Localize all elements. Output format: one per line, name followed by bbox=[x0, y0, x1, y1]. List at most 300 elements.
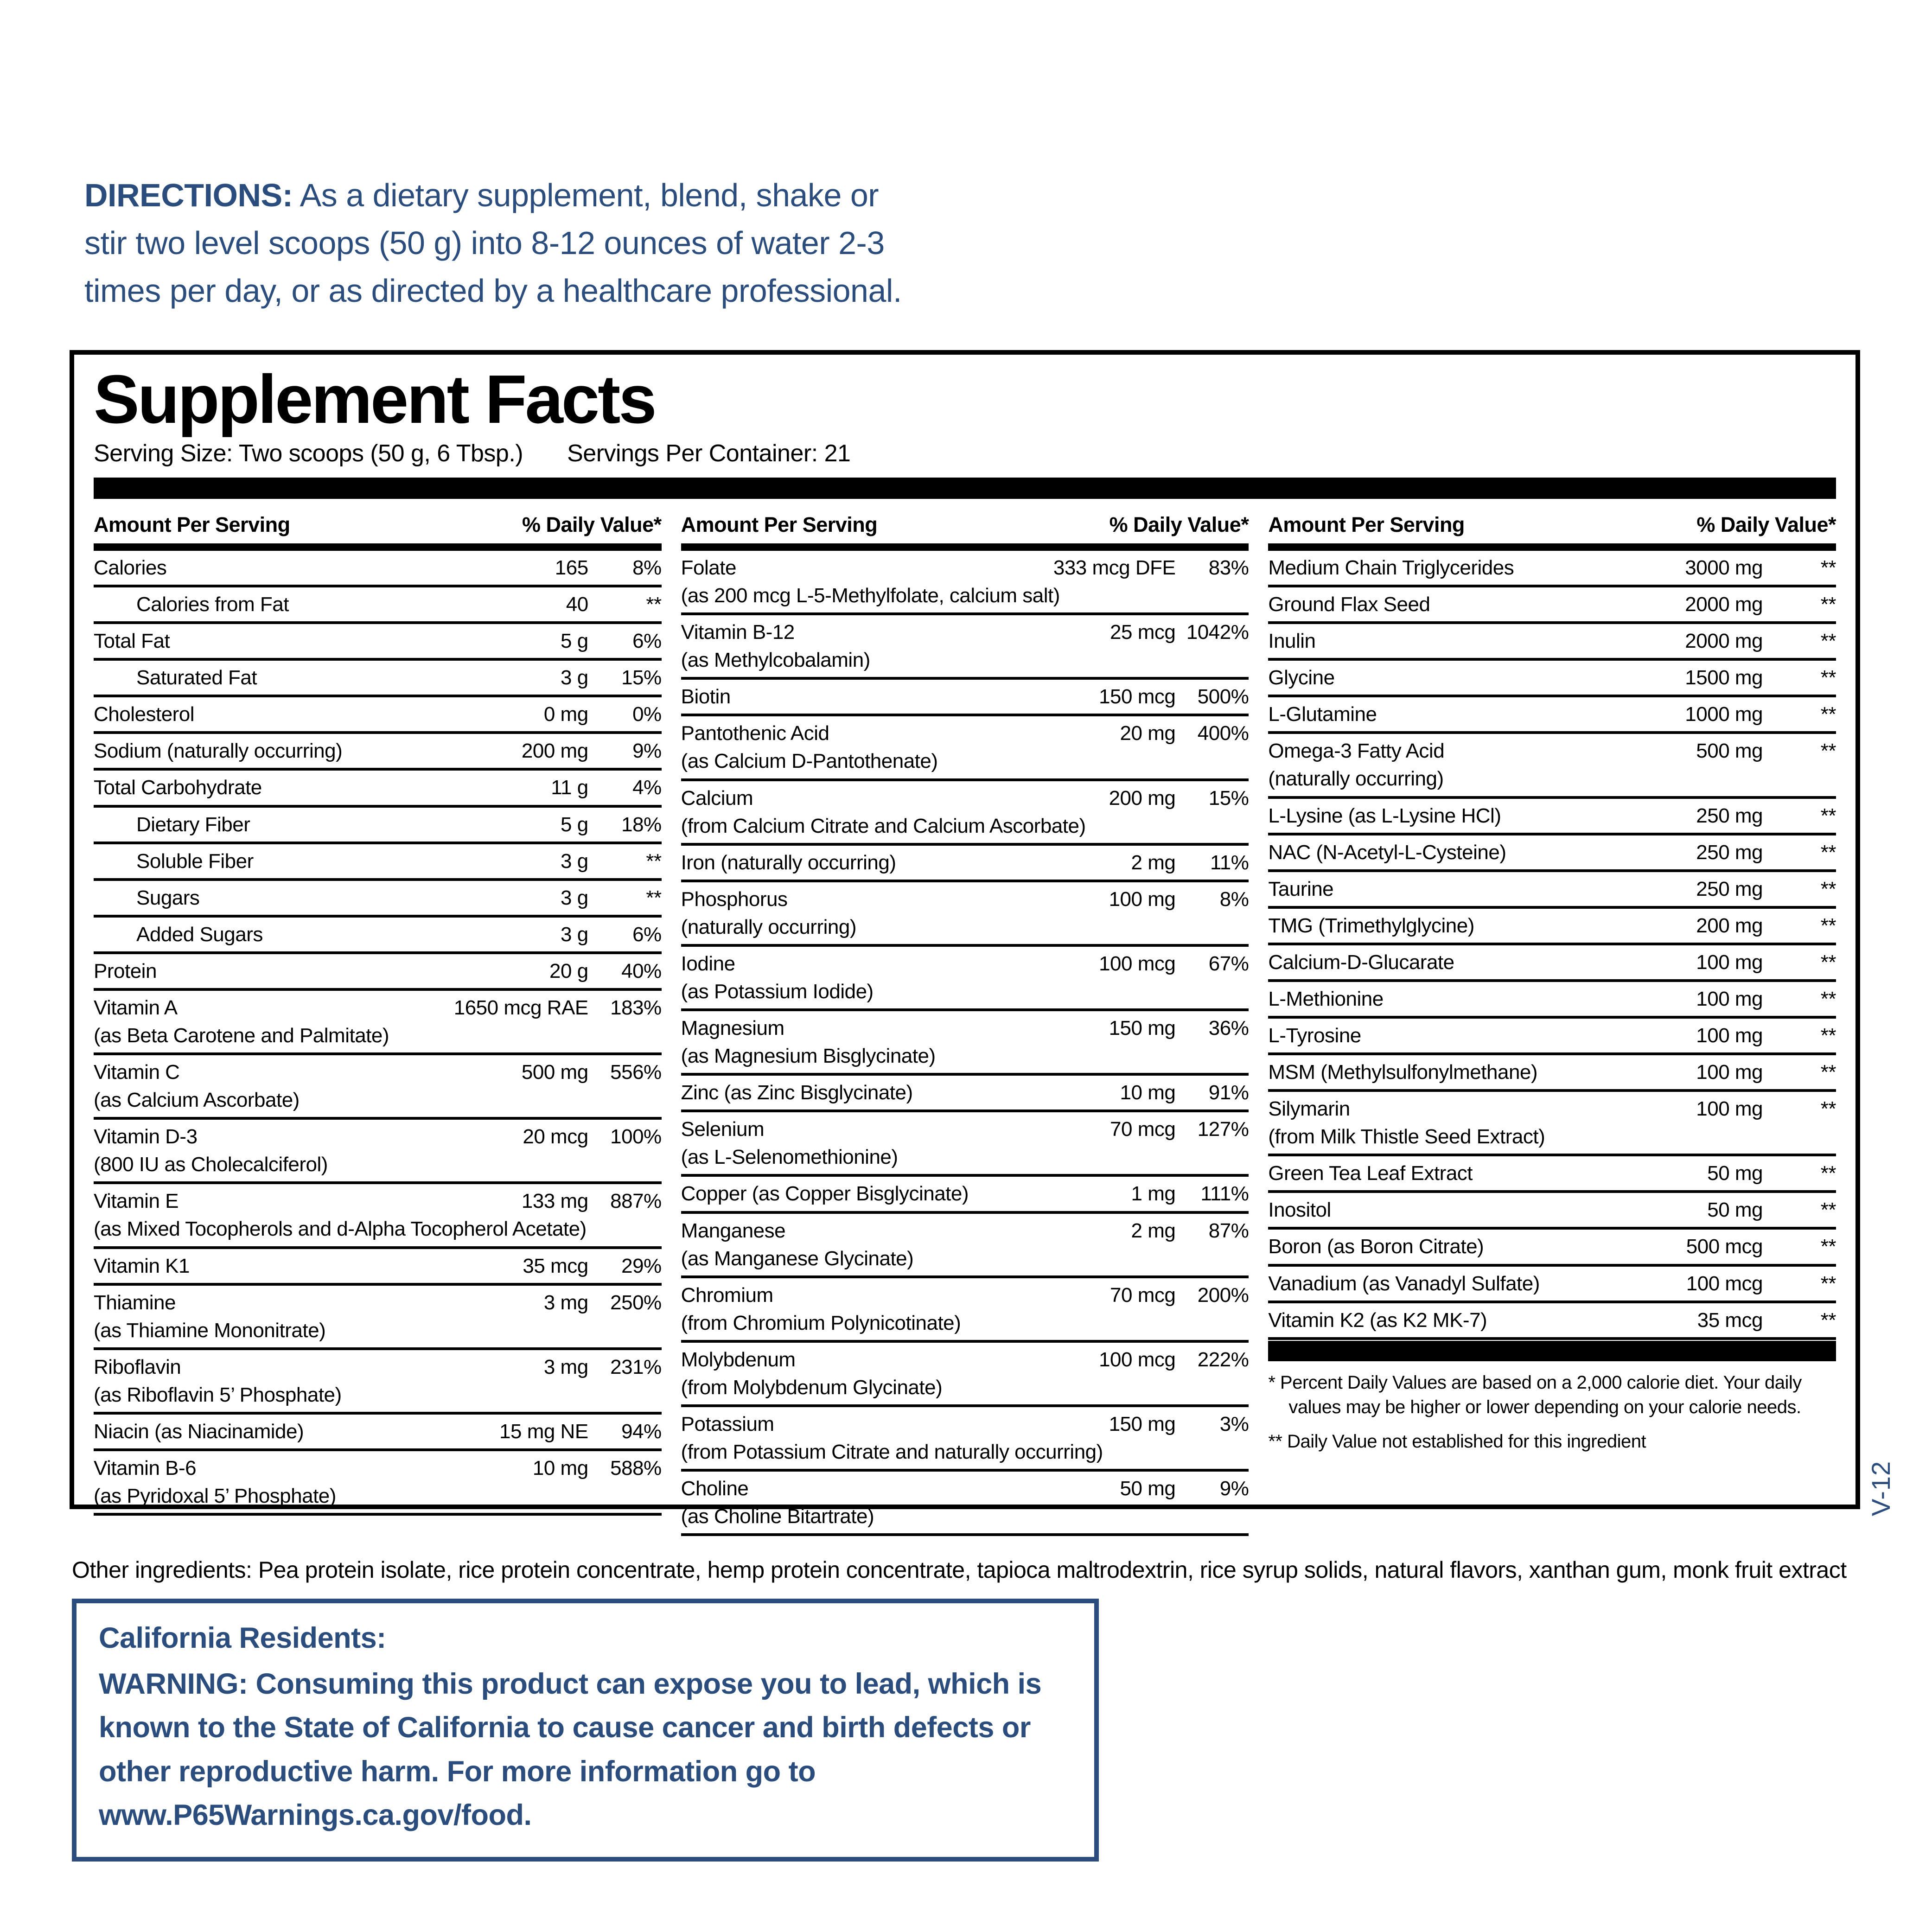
nutrient-name: Vanadium (as Vanadyl Sulfate) bbox=[1268, 1272, 1540, 1295]
nutrient-amount: 50 mg bbox=[1707, 1199, 1763, 1222]
nutrient-name: Niacin (as Niacinamide) bbox=[94, 1420, 304, 1443]
nutrient-name: Chromium bbox=[681, 1283, 773, 1307]
nutrient-daily-value: ** bbox=[1820, 1308, 1836, 1332]
nutrient-name: Taurine bbox=[1268, 877, 1334, 900]
nutrient-name: Folate bbox=[681, 556, 736, 579]
nutrient-daily-value: 15% bbox=[621, 666, 662, 689]
nutrient-name: Medium Chain Triglycerides bbox=[1268, 556, 1514, 579]
nutrient-amount: 500 mg bbox=[1696, 740, 1763, 763]
nutrient-name: Iron (naturally occurring) bbox=[681, 851, 896, 874]
nutrient-row bbox=[681, 1177, 1249, 1213]
nutrient-name: Vitamin B-6 bbox=[94, 1456, 197, 1479]
nutrient-row bbox=[681, 846, 1249, 882]
nutrient-amount: 250 mg bbox=[1696, 841, 1763, 864]
nutrient-row-main bbox=[1268, 1160, 1836, 1187]
nutrient-daily-value: ** bbox=[1820, 1162, 1836, 1185]
nutrient-row-main bbox=[94, 1289, 662, 1316]
nutrient-name: Inulin bbox=[1268, 630, 1316, 653]
nutrient-daily-value: 127% bbox=[1197, 1118, 1249, 1141]
nutrient-row bbox=[94, 808, 662, 844]
nutrient-daily-value: 200% bbox=[1197, 1283, 1249, 1307]
nutrient-row bbox=[681, 1214, 1249, 1278]
nutrient-row-main bbox=[681, 720, 1249, 747]
nutrient-row bbox=[1268, 1156, 1836, 1193]
nutrient-daily-value: ** bbox=[646, 849, 662, 873]
nutrient-name: Vitamin B-12 bbox=[681, 621, 795, 644]
nutrient-name: Inositol bbox=[1268, 1199, 1331, 1222]
nutrient-daily-value: 29% bbox=[621, 1254, 662, 1277]
nutrient-daily-value: ** bbox=[1820, 1061, 1836, 1084]
nutrient-row bbox=[1268, 697, 1836, 734]
nutrient-row bbox=[681, 716, 1249, 781]
directions-paragraph bbox=[84, 172, 914, 315]
nutrient-amount: 3 g bbox=[561, 666, 588, 689]
facts-column-1 bbox=[94, 511, 662, 1536]
nutrient-amount: 35 mcg bbox=[1697, 1308, 1763, 1332]
servings-per-container: Servings Per Container: 21 bbox=[567, 440, 851, 467]
nutrient-row-main bbox=[94, 811, 662, 838]
nutrient-amount: 25 mcg bbox=[1110, 621, 1176, 644]
warning-body: Consuming this product can expose you to lead, which is known to the State of California to cause cancer and birth defects or other reproductive harm. For more information go to www.P65Warnings.ca.gov/food. bbox=[99, 1667, 1042, 1831]
nutrient-name: Total Carbohydrate bbox=[94, 776, 262, 799]
nutrient-row bbox=[681, 1407, 1249, 1472]
nutrient-row-main bbox=[94, 921, 662, 948]
nutrient-row-main bbox=[94, 591, 662, 618]
nutrient-source: (as Calcium Ascorbate) bbox=[94, 1089, 300, 1112]
nutrient-amount: 150 mg bbox=[1109, 1017, 1176, 1040]
nutrient-row-main bbox=[1268, 555, 1836, 581]
nutrient-name: Iodine bbox=[681, 952, 735, 975]
nutrient-name: Added Sugars bbox=[136, 923, 263, 946]
nutrient-row-main bbox=[94, 1188, 662, 1215]
nutrient-name: Selenium bbox=[681, 1118, 765, 1141]
nutrient-row-main bbox=[94, 1418, 662, 1445]
nutrient-name: MSM (Methylsulfonylmethane) bbox=[1268, 1061, 1538, 1084]
nutrient-daily-value: 83% bbox=[1208, 556, 1249, 579]
nutrient-daily-value: 250% bbox=[610, 1291, 662, 1314]
warning-label: WARNING: bbox=[99, 1667, 248, 1700]
serving-info-row bbox=[94, 440, 1836, 467]
nutrient-amount: 2 mg bbox=[1131, 1219, 1176, 1242]
nutrient-daily-value: 8% bbox=[632, 556, 662, 579]
nutrient-row-main bbox=[94, 1354, 662, 1381]
nutrient-daily-value: 556% bbox=[610, 1061, 662, 1084]
nutrient-name: L-Glutamine bbox=[1268, 703, 1377, 726]
nutrient-amount: 1000 mg bbox=[1685, 703, 1763, 726]
nutrient-name: Vitamin E bbox=[94, 1190, 179, 1213]
nutrient-row bbox=[94, 771, 662, 807]
nutrient-amount: 3 mg bbox=[543, 1291, 588, 1314]
nutrient-row bbox=[94, 954, 662, 991]
nutrient-daily-value: 11% bbox=[1210, 851, 1249, 874]
nutrient-row bbox=[94, 881, 662, 918]
nutrient-row bbox=[94, 1286, 662, 1350]
nutrient-amount: 333 mcg DFE bbox=[1053, 556, 1176, 579]
nutrient-name: NAC (N-Acetyl-L-Cysteine) bbox=[1268, 841, 1506, 864]
nutrient-amount: 3000 mg bbox=[1685, 556, 1763, 579]
nutrient-amount: 3 g bbox=[561, 849, 588, 873]
nutrient-row bbox=[1268, 799, 1836, 835]
nutrient-row bbox=[94, 551, 662, 587]
nutrient-name: Calories from Fat bbox=[136, 593, 289, 616]
nutrient-row-main bbox=[1268, 1059, 1836, 1086]
nutrient-row-main bbox=[681, 1346, 1249, 1373]
nutrient-name: Dietary Fiber bbox=[136, 813, 250, 836]
nutrient-amount: 10 mg bbox=[532, 1456, 588, 1479]
nutrient-row-main bbox=[94, 885, 662, 912]
directions-label: DIRECTIONS: bbox=[84, 177, 293, 213]
nutrient-source: (as Choline Bitartrate) bbox=[681, 1505, 874, 1528]
nutrient-amount: 15 mg NE bbox=[499, 1420, 588, 1443]
nutrient-row-main bbox=[94, 628, 662, 655]
serving-size: Serving Size: Two scoops (50 g, 6 Tbsp.) bbox=[94, 440, 523, 467]
nutrient-row-main bbox=[94, 1123, 662, 1150]
nutrient-row bbox=[681, 947, 1249, 1011]
nutrient-row-main bbox=[94, 1059, 662, 1086]
nutrient-daily-value: ** bbox=[1820, 1024, 1836, 1047]
nutrient-amount: 2 mg bbox=[1131, 851, 1176, 874]
nutrient-amount: 250 mg bbox=[1696, 877, 1763, 900]
nutrient-name: Calcium-D-Glucarate bbox=[1268, 950, 1454, 974]
nutrient-row bbox=[94, 1249, 662, 1286]
nutrient-amount: 165 bbox=[555, 556, 588, 579]
nutrient-daily-value: ** bbox=[1820, 987, 1836, 1010]
nutrient-row bbox=[94, 1451, 662, 1516]
nutrient-row bbox=[681, 680, 1249, 716]
nutrient-name: Glycine bbox=[1268, 666, 1335, 689]
nutrient-daily-value: 1042% bbox=[1186, 621, 1249, 644]
nutrient-amount: 10 mg bbox=[1120, 1081, 1176, 1104]
nutrient-row bbox=[94, 734, 662, 771]
nutrient-daily-value: ** bbox=[1820, 1199, 1836, 1222]
nutrient-row bbox=[1268, 1019, 1836, 1055]
nutrient-row bbox=[94, 624, 662, 661]
nutrient-daily-value: 87% bbox=[1208, 1219, 1249, 1242]
nutrient-source: (as Magnesium Bisglycinate) bbox=[681, 1045, 936, 1068]
footnote-1: * Percent Daily Values are based on a 2,000 calorie diet. Your daily values may be higher or lower depending on your calorie needs. bbox=[1268, 1372, 1802, 1418]
nutrient-amount: 3 mg bbox=[543, 1355, 588, 1378]
nutrient-amount: 2000 mg bbox=[1685, 630, 1763, 653]
nutrient-source: (as Calcium D-Pantothenate) bbox=[681, 750, 938, 773]
nutrient-row bbox=[1268, 1092, 1836, 1156]
nutrient-source: (from Milk Thistle Seed Extract) bbox=[1268, 1125, 1545, 1148]
nutrient-row-main bbox=[681, 1218, 1249, 1244]
nutrient-source: (as Methylcobalamin) bbox=[681, 649, 870, 672]
nutrient-row bbox=[1268, 661, 1836, 697]
nutrient-source: (as Beta Carotene and Palmitate) bbox=[94, 1024, 389, 1047]
nutrient-amount: 40 bbox=[566, 593, 588, 616]
nutrient-daily-value: ** bbox=[646, 593, 662, 616]
nutrient-row bbox=[681, 1278, 1249, 1343]
nutrient-row-main bbox=[94, 848, 662, 875]
nutrient-daily-value: ** bbox=[1820, 914, 1836, 937]
supplement-facts-panel bbox=[70, 350, 1860, 1528]
nutrient-amount: 3 g bbox=[561, 886, 588, 909]
nutrient-row bbox=[681, 781, 1249, 846]
nutrient-name: Vitamin K1 bbox=[94, 1254, 190, 1277]
column-header-amount: Amount Per Serving bbox=[681, 512, 878, 536]
column-header-amount: Amount Per Serving bbox=[1268, 512, 1465, 536]
nutrient-row bbox=[681, 1076, 1249, 1112]
nutrient-amount: 100 mcg bbox=[1099, 1348, 1176, 1371]
nutrient-daily-value: 8% bbox=[1219, 887, 1249, 911]
nutrient-row bbox=[1268, 551, 1836, 587]
nutrient-amount: 2000 mg bbox=[1685, 593, 1763, 616]
nutrient-row-main bbox=[1268, 1096, 1836, 1122]
nutrient-amount: 20 mcg bbox=[523, 1125, 588, 1148]
nutrient-row bbox=[681, 1343, 1249, 1407]
nutrient-name: Pantothenic Acid bbox=[681, 722, 829, 745]
nutrient-row bbox=[1268, 945, 1836, 982]
nutrient-row-main bbox=[1268, 803, 1836, 829]
header-divider-bar bbox=[94, 478, 1836, 499]
nutrient-amount: 3 g bbox=[561, 923, 588, 946]
nutrient-amount: 500 mcg bbox=[1686, 1235, 1763, 1258]
column-header-dv: % Daily Value* bbox=[1696, 512, 1836, 536]
nutrient-row bbox=[681, 1112, 1249, 1177]
side-code: V-12 bbox=[1866, 1460, 1895, 1516]
nutrient-row bbox=[94, 918, 662, 954]
nutrient-name: Potassium bbox=[681, 1412, 774, 1435]
nutrient-name: Choline bbox=[681, 1477, 749, 1500]
nutrient-daily-value: 9% bbox=[632, 740, 662, 763]
nutrient-name: Vitamin D-3 bbox=[94, 1125, 198, 1148]
nutrient-row-main bbox=[681, 1116, 1249, 1143]
california-heading: California Residents: bbox=[99, 1622, 386, 1654]
nutrient-daily-value: 500% bbox=[1197, 685, 1249, 708]
nutrient-row bbox=[1268, 1267, 1836, 1303]
nutrient-row-main bbox=[1268, 949, 1836, 976]
nutrient-name: Boron (as Boron Citrate) bbox=[1268, 1235, 1484, 1258]
nutrient-daily-value: 887% bbox=[610, 1190, 662, 1213]
nutrient-row-main bbox=[94, 774, 662, 801]
nutrient-name: Manganese bbox=[681, 1219, 786, 1242]
nutrient-row-main bbox=[1268, 1022, 1836, 1049]
nutrient-daily-value: ** bbox=[1820, 841, 1836, 864]
nutrient-row bbox=[1268, 1055, 1836, 1092]
nutrient-source: (naturally occurring) bbox=[681, 915, 856, 938]
nutrient-daily-value: 15% bbox=[1208, 786, 1249, 810]
nutrient-amount: 100 mcg bbox=[1686, 1272, 1763, 1295]
nutrient-source: (as 200 mcg L-5-Methylfolate, calcium salt) bbox=[681, 584, 1060, 607]
nutrient-row-main bbox=[681, 785, 1249, 812]
nutrient-daily-value: 6% bbox=[632, 923, 662, 946]
nutrient-amount: 250 mg bbox=[1696, 804, 1763, 827]
nutrient-daily-value: 588% bbox=[610, 1456, 662, 1479]
nutrient-row-main bbox=[1268, 912, 1836, 939]
nutrient-daily-value: ** bbox=[1820, 877, 1836, 900]
nutrient-amount: 100 mg bbox=[1696, 950, 1763, 974]
nutrient-daily-value: 400% bbox=[1197, 722, 1249, 745]
nutrient-source: (from Potassium Citrate and naturally occurring) bbox=[681, 1441, 1103, 1464]
nutrient-name: Green Tea Leaf Extract bbox=[1268, 1162, 1473, 1185]
nutrient-row bbox=[1268, 909, 1836, 945]
nutrient-amount: 150 mg bbox=[1109, 1412, 1176, 1435]
nutrient-amount: 50 mg bbox=[1120, 1477, 1176, 1500]
nutrient-amount: 133 mg bbox=[521, 1190, 588, 1213]
nutrient-row bbox=[1268, 835, 1836, 872]
nutrient-name: Vitamin C bbox=[94, 1061, 180, 1084]
nutrient-row-main bbox=[681, 886, 1249, 913]
nutrient-daily-value: 67% bbox=[1208, 952, 1249, 975]
nutrient-name: Protein bbox=[94, 959, 157, 982]
nutrient-source: (from Calcium Citrate and Calcium Ascorbate) bbox=[681, 814, 1086, 837]
nutrient-amount: 20 mg bbox=[1120, 722, 1176, 745]
facts-column-2 bbox=[681, 511, 1249, 1536]
nutrient-row-main bbox=[681, 1079, 1249, 1106]
nutrient-row bbox=[1268, 1303, 1836, 1340]
nutrient-daily-value: ** bbox=[1820, 630, 1836, 653]
nutrient-amount: 20 g bbox=[549, 959, 588, 982]
nutrient-amount: 100 mcg bbox=[1099, 952, 1176, 975]
nutrient-name: Magnesium bbox=[681, 1017, 784, 1040]
nutrient-row-main bbox=[681, 1180, 1249, 1207]
nutrient-name: TMG (Trimethylglycine) bbox=[1268, 914, 1474, 937]
nutrient-row-main bbox=[681, 619, 1249, 646]
nutrient-amount: 100 mg bbox=[1696, 1061, 1763, 1084]
california-warning-text bbox=[99, 1662, 1072, 1837]
directions-text: As a dietary supplement, blend, shake or stir two level scoops (50 g) into 8-12 ounces of water 2-3 times per day, or as directed by a healthcare professional. bbox=[84, 177, 902, 309]
nutrient-row-main bbox=[681, 1475, 1249, 1502]
nutrient-source: (from Molybdenum Glycinate) bbox=[681, 1376, 943, 1399]
nutrient-columns bbox=[94, 511, 1836, 1536]
nutrient-source: (as Pyridoxal 5’ Phosphate) bbox=[94, 1485, 336, 1508]
nutrient-row-main bbox=[681, 1411, 1249, 1438]
nutrient-source: (as Potassium Iodide) bbox=[681, 980, 874, 1003]
nutrient-daily-value: 91% bbox=[1208, 1081, 1249, 1104]
nutrient-row-main bbox=[1268, 664, 1836, 691]
nutrient-daily-value: ** bbox=[1820, 703, 1836, 726]
nutrient-row-main bbox=[94, 1455, 662, 1482]
nutrient-name: Omega-3 Fatty Acid bbox=[1268, 740, 1445, 763]
nutrient-daily-value: ** bbox=[1820, 804, 1836, 827]
nutrient-row-main bbox=[1268, 1197, 1836, 1224]
nutrient-row-main bbox=[94, 701, 662, 728]
nutrient-source: (as L-Selenomethionine) bbox=[681, 1146, 898, 1169]
nutrient-amount: 200 mg bbox=[1696, 914, 1763, 937]
nutrient-row-main bbox=[1268, 986, 1836, 1013]
nutrient-row bbox=[94, 1415, 662, 1451]
nutrient-daily-value: 94% bbox=[621, 1420, 662, 1443]
nutrient-amount: 70 mcg bbox=[1110, 1283, 1176, 1307]
nutrient-row bbox=[94, 661, 662, 697]
nutrient-row bbox=[94, 844, 662, 881]
nutrient-daily-value: 222% bbox=[1197, 1348, 1249, 1371]
california-warning-box bbox=[72, 1599, 1099, 1862]
nutrient-amount: 1500 mg bbox=[1685, 666, 1763, 689]
column-header-dv: % Daily Value* bbox=[522, 512, 662, 536]
nutrient-daily-value: 100% bbox=[610, 1125, 662, 1148]
nutrient-row bbox=[681, 1011, 1249, 1076]
nutrient-row bbox=[681, 1472, 1249, 1536]
nutrient-amount: 70 mcg bbox=[1110, 1118, 1176, 1141]
column-header bbox=[94, 511, 662, 551]
nutrient-name: Soluble Fiber bbox=[136, 849, 254, 873]
nutrient-daily-value: 36% bbox=[1208, 1017, 1249, 1040]
nutrient-daily-value: ** bbox=[1820, 1235, 1836, 1258]
column-header bbox=[1268, 511, 1836, 551]
nutrient-name: Silymarin bbox=[1268, 1097, 1350, 1121]
nutrient-row-main bbox=[1268, 1307, 1836, 1334]
nutrient-row-main bbox=[94, 664, 662, 691]
nutrient-name: L-Methionine bbox=[1268, 987, 1384, 1010]
nutrient-name: L-Tyrosine bbox=[1268, 1024, 1361, 1047]
nutrient-daily-value: 18% bbox=[621, 813, 662, 836]
nutrient-daily-value: 183% bbox=[610, 996, 662, 1019]
facts-column-3 bbox=[1268, 511, 1836, 1536]
nutrient-amount: 1 mg bbox=[1131, 1182, 1176, 1205]
nutrient-row-main bbox=[681, 849, 1249, 876]
nutrient-amount: 500 mg bbox=[521, 1061, 588, 1084]
nutrient-daily-value: 231% bbox=[610, 1355, 662, 1378]
nutrient-source: (naturally occurring) bbox=[1268, 767, 1444, 791]
nutrient-daily-value: 40% bbox=[621, 959, 662, 982]
nutrient-row bbox=[1268, 624, 1836, 661]
nutrient-amount: 35 mcg bbox=[523, 1254, 588, 1277]
nutrient-row bbox=[94, 991, 662, 1055]
nutrient-row-main bbox=[681, 1282, 1249, 1309]
nutrient-source: (as Riboflavin 5’ Phosphate) bbox=[94, 1383, 342, 1406]
nutrient-name: Calories bbox=[94, 556, 167, 579]
nutrient-daily-value: ** bbox=[1820, 1272, 1836, 1295]
other-ingredients: Other ingredients: Pea protein isolate, rice protein concentrate, hemp protein concentrate, tapioca maltrodextrin, rice syrup solids, natural flavors, xanthan gum, monk fruit extract bbox=[72, 1557, 1847, 1583]
nutrient-daily-value: ** bbox=[646, 886, 662, 909]
nutrient-row bbox=[94, 1350, 662, 1415]
nutrient-name: Vitamin K2 (as K2 MK-7) bbox=[1268, 1308, 1487, 1332]
nutrient-row-main bbox=[681, 950, 1249, 977]
nutrient-row bbox=[1268, 1193, 1836, 1230]
nutrient-name: Saturated Fat bbox=[136, 666, 257, 689]
nutrient-daily-value: 111% bbox=[1200, 1182, 1249, 1205]
column-header bbox=[681, 511, 1249, 551]
column-header-dv: % Daily Value* bbox=[1109, 512, 1249, 536]
nutrient-name: Ground Flax Seed bbox=[1268, 593, 1430, 616]
nutrient-row bbox=[1268, 734, 1836, 798]
nutrient-row-main bbox=[94, 555, 662, 581]
nutrient-amount: 50 mg bbox=[1707, 1162, 1763, 1185]
nutrient-name: Vitamin A bbox=[94, 996, 178, 1019]
nutrient-daily-value: 6% bbox=[632, 630, 662, 653]
nutrient-row-main bbox=[94, 738, 662, 765]
nutrient-row bbox=[94, 587, 662, 624]
nutrient-name: Copper (as Copper Bisglycinate) bbox=[681, 1182, 969, 1205]
nutrient-daily-value: ** bbox=[1820, 666, 1836, 689]
nutrient-daily-value: ** bbox=[1820, 556, 1836, 579]
nutrient-row-main bbox=[1268, 1270, 1836, 1297]
nutrient-source: (as Thiamine Mononitrate) bbox=[94, 1319, 326, 1342]
nutrient-row bbox=[1268, 982, 1836, 1019]
nutrient-source: (800 IU as Cholecalciferol) bbox=[94, 1153, 328, 1176]
nutrient-amount: 1650 mcg RAE bbox=[453, 996, 588, 1019]
nutrient-row-main bbox=[1268, 738, 1836, 765]
nutrient-name: Molybdenum bbox=[681, 1348, 796, 1371]
nutrient-row bbox=[681, 882, 1249, 947]
nutrient-row bbox=[1268, 1230, 1836, 1266]
nutrient-amount: 11 g bbox=[551, 776, 588, 799]
panel-title: Supplement Facts bbox=[94, 361, 655, 438]
nutrient-name: Biotin bbox=[681, 685, 731, 708]
nutrient-row bbox=[681, 551, 1249, 615]
nutrient-daily-value: ** bbox=[1820, 1097, 1836, 1121]
nutrient-name: Cholesterol bbox=[94, 703, 195, 726]
nutrient-daily-value: ** bbox=[1820, 950, 1836, 974]
nutrient-amount: 150 mcg bbox=[1099, 685, 1176, 708]
nutrient-amount: 0 mg bbox=[543, 703, 588, 726]
nutrient-daily-value: 4% bbox=[632, 776, 662, 799]
nutrient-row-main bbox=[94, 1253, 662, 1280]
nutrient-row-main bbox=[681, 1015, 1249, 1042]
nutrient-name: Thiamine bbox=[94, 1291, 176, 1314]
